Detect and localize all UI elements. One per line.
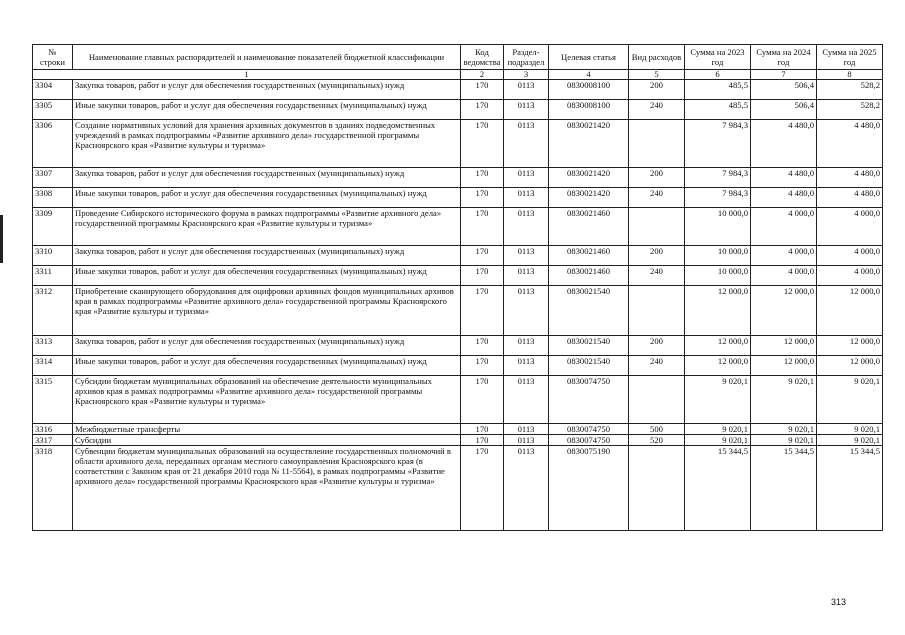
table-row	[33, 208, 883, 246]
department-code: 170	[461, 286, 504, 336]
row-number: 3304	[33, 80, 73, 100]
table-row	[33, 188, 883, 208]
sum-2025: 4 480,0	[817, 188, 883, 208]
row-name: Приобретение сканирующего оборудования для оцифровки архивных фондов муниципальных архивов края в рамках подпрограммы «Развитие архивного дела» государственной программы Красноярского края «Развитие культуры и туризма»	[73, 286, 461, 336]
table-row	[33, 424, 883, 435]
row-name: Субвенции бюджетам муниципальных образований на осуществление государственных полномочий в области архивного дела, переданных органам местного самоуправления Красноярского края (в соответствии с Законом края от 21 декабря 2010 года № 11-5564), в рамках подпрограммы «Развитие архивного дела» государственной программы Красноярского края «Развитие культуры и туризма»	[73, 446, 461, 531]
row-name: Иные закупки товаров, работ и услуг для обеспечения государственных (муниципальных) нужд	[73, 356, 461, 376]
table-body	[33, 80, 883, 531]
row-name: Закупка товаров, работ и услуг для обеспечения государственных (муниципальных) нужд	[73, 80, 461, 100]
section-code: 0113	[504, 424, 549, 435]
table-row	[33, 435, 883, 446]
sum-2025: 4 480,0	[817, 120, 883, 168]
row-number: 3307	[33, 168, 73, 188]
section-code: 0113	[504, 336, 549, 356]
header-name: Наименование главных распорядителей и наименование показателей бюджетной классификации	[73, 45, 461, 70]
target-article: 0830021420	[549, 188, 629, 208]
row-name: Иные закупки товаров, работ и услуг для обеспечения государственных (муниципальных) нужд	[73, 188, 461, 208]
sum-2023: 9 020,1	[685, 435, 751, 446]
row-number: 3313	[33, 336, 73, 356]
row-number: 3317	[33, 435, 73, 446]
sum-2025: 528,2	[817, 100, 883, 120]
row-name: Закупка товаров, работ и услуг для обеспечения государственных (муниципальных) нужд	[73, 336, 461, 356]
table-row	[33, 246, 883, 266]
column-number-3: 3	[504, 70, 549, 80]
row-name: Иные закупки товаров, работ и услуг для обеспечения государственных (муниципальных) нужд	[73, 100, 461, 120]
column-number-4: 4	[549, 70, 629, 80]
header-row-number: № строки	[33, 45, 73, 70]
table-row	[33, 80, 883, 100]
row-name: Субсидии бюджетам муниципальных образований на обеспечение деятельности муниципальных архивов края в рамках подпрограммы «Развитие архивного дела» государственной программы Красноярского края «Развитие культуры и туризма»	[73, 376, 461, 424]
row-number: 3316	[33, 424, 73, 435]
column-number-5: 5	[629, 70, 685, 80]
section-code: 0113	[504, 120, 549, 168]
target-article: 0830008100	[549, 80, 629, 100]
sum-2025: 4 000,0	[817, 246, 883, 266]
department-code: 170	[461, 120, 504, 168]
expense-kind	[629, 286, 685, 336]
budget-table	[32, 44, 883, 531]
section-code: 0113	[504, 188, 549, 208]
section-code: 0113	[504, 446, 549, 531]
sum-2025: 9 020,1	[817, 424, 883, 435]
sum-2023: 12 000,0	[685, 336, 751, 356]
expense-kind	[629, 376, 685, 424]
department-code: 170	[461, 100, 504, 120]
table-row	[33, 266, 883, 286]
department-code: 170	[461, 188, 504, 208]
table-row	[33, 446, 883, 531]
department-code: 170	[461, 424, 504, 435]
sum-2024: 4 480,0	[751, 120, 817, 168]
row-name: Проведение Сибирского исторического форума в рамках подпрограммы «Развитие архивного дела» государственной программы Красноярского края «Развитие культуры и туризма»	[73, 208, 461, 246]
row-number: 3305	[33, 100, 73, 120]
sum-2025: 12 000,0	[817, 286, 883, 336]
row-number: 3311	[33, 266, 73, 286]
target-article: 0830074750	[549, 424, 629, 435]
expense-kind: 240	[629, 266, 685, 286]
table-row	[33, 376, 883, 424]
expense-kind: 200	[629, 168, 685, 188]
sum-2025: 9 020,1	[817, 376, 883, 424]
column-number-2: 2	[461, 70, 504, 80]
sum-2025: 4 000,0	[817, 266, 883, 286]
row-number: 3315	[33, 376, 73, 424]
section-code: 0113	[504, 356, 549, 376]
department-code: 170	[461, 435, 504, 446]
target-article: 0830021540	[549, 336, 629, 356]
sum-2024: 12 000,0	[751, 356, 817, 376]
expense-kind: 240	[629, 100, 685, 120]
section-code: 0113	[504, 246, 549, 266]
section-code: 0113	[504, 100, 549, 120]
header-expense-kind: Вид расходов	[629, 45, 685, 70]
sum-2025: 528,2	[817, 80, 883, 100]
sum-2024: 9 020,1	[751, 376, 817, 424]
department-code: 170	[461, 208, 504, 246]
header-department-code: Код ведомства	[461, 45, 504, 70]
table-row	[33, 100, 883, 120]
department-code: 170	[461, 246, 504, 266]
sum-2024: 15 344,5	[751, 446, 817, 531]
expense-kind: 200	[629, 80, 685, 100]
expense-kind: 520	[629, 435, 685, 446]
expense-kind	[629, 120, 685, 168]
sum-2023: 12 000,0	[685, 356, 751, 376]
table-row	[33, 286, 883, 336]
sum-2023: 7 984,3	[685, 120, 751, 168]
department-code: 170	[461, 266, 504, 286]
row-number: 3314	[33, 356, 73, 376]
sum-2023: 9 020,1	[685, 376, 751, 424]
header-sum-2023: Сумма на 2023 год	[685, 45, 751, 70]
sum-2023: 15 344,5	[685, 446, 751, 531]
department-code: 170	[461, 336, 504, 356]
section-code: 0113	[504, 435, 549, 446]
department-code: 170	[461, 376, 504, 424]
sum-2023: 10 000,0	[685, 246, 751, 266]
target-article: 0830021540	[549, 286, 629, 336]
target-article: 0830008100	[549, 100, 629, 120]
table-row	[33, 120, 883, 168]
page-number: 313	[831, 597, 847, 607]
sum-2024: 506,4	[751, 100, 817, 120]
sum-2025: 4 000,0	[817, 208, 883, 246]
sum-2024: 4 480,0	[751, 168, 817, 188]
column-number-7: 7	[751, 70, 817, 80]
header-target-article: Целевая статья	[549, 45, 629, 70]
section-code: 0113	[504, 208, 549, 246]
section-code: 0113	[504, 376, 549, 424]
sum-2023: 485,5	[685, 80, 751, 100]
row-number: 3309	[33, 208, 73, 246]
row-number: 3312	[33, 286, 73, 336]
expense-kind	[629, 208, 685, 246]
row-name: Межбюджетные трансферты	[73, 424, 461, 435]
table-row	[33, 168, 883, 188]
expense-kind: 500	[629, 424, 685, 435]
sum-2024: 4 000,0	[751, 208, 817, 246]
column-number-6: 6	[685, 70, 751, 80]
header-sum-2025: Сумма на 2025 год	[817, 45, 883, 70]
expense-kind: 240	[629, 188, 685, 208]
department-code: 170	[461, 80, 504, 100]
row-number: 3306	[33, 120, 73, 168]
row-name: Создание нормативных условий для хранения архивных документов в зданиях подведомственных учреждений в рамках подпрограммы «Развитие архивного дела» государственной программы Красноярского края «Развитие культуры и туризма»	[73, 120, 461, 168]
expense-kind: 200	[629, 336, 685, 356]
row-name: Иные закупки товаров, работ и услуг для обеспечения государственных (муниципальных) нужд	[73, 266, 461, 286]
sum-2025: 15 344,5	[817, 446, 883, 531]
department-code: 170	[461, 446, 504, 531]
column-number-8: 8	[817, 70, 883, 80]
sum-2025: 12 000,0	[817, 336, 883, 356]
target-article: 0830075190	[549, 446, 629, 531]
sum-2024: 9 020,1	[751, 424, 817, 435]
target-article: 0830074750	[549, 376, 629, 424]
row-name: Субсидии	[73, 435, 461, 446]
sum-2024: 506,4	[751, 80, 817, 100]
header-sum-2024: Сумма на 2024 год	[751, 45, 817, 70]
target-article: 0830021460	[549, 208, 629, 246]
table-row	[33, 336, 883, 356]
target-article: 0830021420	[549, 120, 629, 168]
row-number: 3310	[33, 246, 73, 266]
sum-2023: 10 000,0	[685, 208, 751, 246]
sum-2023: 12 000,0	[685, 286, 751, 336]
department-code: 170	[461, 168, 504, 188]
section-code: 0113	[504, 286, 549, 336]
sum-2025: 4 480,0	[817, 168, 883, 188]
row-name: Закупка товаров, работ и услуг для обеспечения государственных (муниципальных) нужд	[73, 168, 461, 188]
row-number: 3308	[33, 188, 73, 208]
sum-2024: 4 000,0	[751, 246, 817, 266]
expense-kind: 240	[629, 356, 685, 376]
sum-2025: 12 000,0	[817, 356, 883, 376]
table-row	[33, 356, 883, 376]
sum-2024: 12 000,0	[751, 286, 817, 336]
row-name: Закупка товаров, работ и услуг для обеспечения государственных (муниципальных) нужд	[73, 246, 461, 266]
scan-edge-mark	[0, 215, 3, 263]
target-article: 0830074750	[549, 435, 629, 446]
sum-2024: 12 000,0	[751, 336, 817, 356]
sum-2024: 4 480,0	[751, 188, 817, 208]
sum-2023: 7 984,3	[685, 168, 751, 188]
department-code: 170	[461, 356, 504, 376]
target-article: 0830021540	[549, 356, 629, 376]
sum-2025: 9 020,1	[817, 435, 883, 446]
target-article: 0830021460	[549, 266, 629, 286]
header-section: Раздел-подраздел	[504, 45, 549, 70]
target-article: 0830021420	[549, 168, 629, 188]
sum-2023: 485,5	[685, 100, 751, 120]
section-code: 0113	[504, 168, 549, 188]
expense-kind	[629, 446, 685, 531]
section-code: 0113	[504, 266, 549, 286]
section-code: 0113	[504, 80, 549, 100]
sum-2024: 4 000,0	[751, 266, 817, 286]
expense-kind: 200	[629, 246, 685, 266]
sum-2023: 7 984,3	[685, 188, 751, 208]
sum-2023: 10 000,0	[685, 266, 751, 286]
sum-2024: 9 020,1	[751, 435, 817, 446]
target-article: 0830021460	[549, 246, 629, 266]
sum-2023: 9 020,1	[685, 424, 751, 435]
column-number-1: 1	[33, 70, 461, 80]
row-number: 3318	[33, 446, 73, 531]
